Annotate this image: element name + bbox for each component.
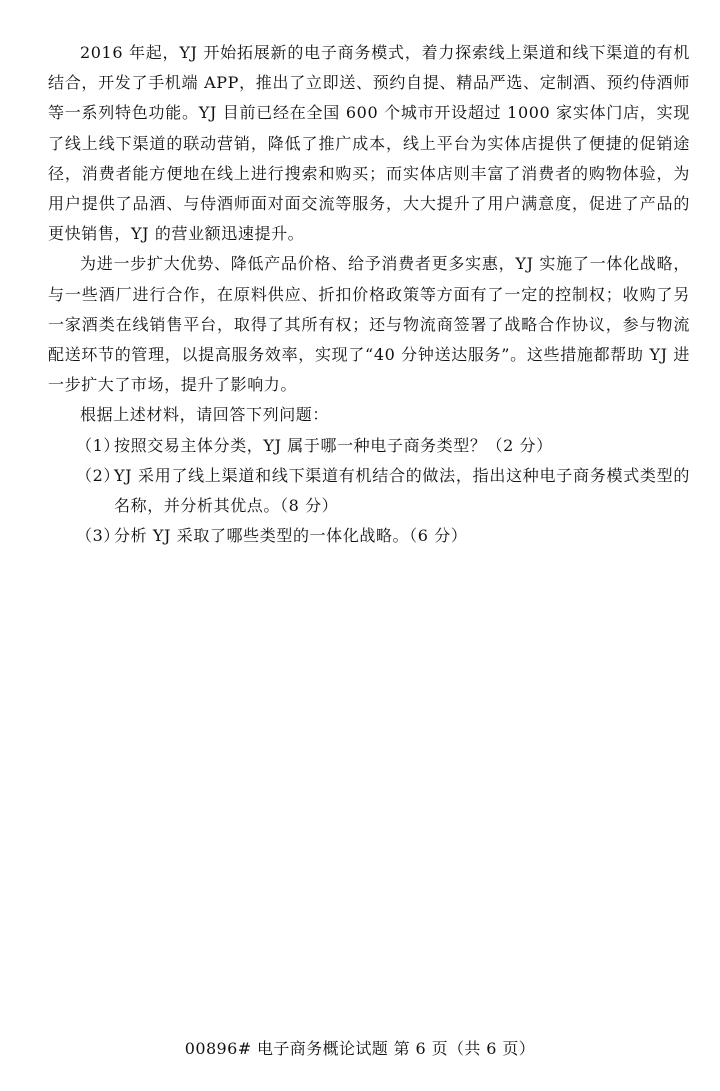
case-paragraph-1: 2016 年起，YJ 开始拓展新的电子商务模式，着力探索线上渠道和线下渠道的有机结合，开发了手机端 APP，推出了立即送、预约自提、精品严选、定制酒、预约侍酒师等一系列特色功能。YJ 目前已经在全国 600 个城市开设超过 1000 家实体门店，实现了线上线下渠道的联动营销，降低了推广成本，线上平台为实体店提供了便捷的促销途径，消费者能方便地在线上进行搜索和购买；而实体店则丰富了消费者的购物体验，为用户提供了品酒、与侍酒师面对面交流等服务，大大提升了用户满意度，促进了产品的更快销售，YJ 的营业额迅速提升。 xyxy=(48,43,690,244)
question-1-text: 按照交易主体分类，YJ 属于哪一种电子商务类型？（2 分） xyxy=(114,435,553,455)
question-prompt: 根据上述材料，请回答下列问题： xyxy=(80,405,330,425)
case-paragraph-2: 为进一步扩大优势、降低产品价格、给予消费者更多实惠，YJ 实施了一体化战略，与一些酒厂进行合作，在原料供应、折扣价格政策等方面有了一定的控制权；收购了另一家酒类在线销售平台，取得了其所有权；还与物流商签署了战略合作协议，参与物流配送环节的管理，以提高服务效率，实现了“40 分钟送达服务”。这些措施都帮助 YJ 进一步扩大了市场，提升了影响力。 xyxy=(48,254,690,395)
page-footer: 00896# 电子商务概论试题 第 6 页（共 6 页） xyxy=(184,1039,536,1058)
question-2-text: YJ 采用了线上渠道和线下渠道有机结合的做法，指出这种电子商务模式类型的名称，并分析其优点。（8 分） xyxy=(114,465,690,516)
question-1-number: （1） xyxy=(76,435,120,455)
question-2-number: （2） xyxy=(76,465,120,485)
question-3 xyxy=(48,521,690,551)
question-2 xyxy=(48,461,690,521)
question-3-text: 分析 YJ 采取了哪些类型的一体化战略。（6 分） xyxy=(114,526,468,546)
question-3-number: （3） xyxy=(76,526,120,546)
question-1 xyxy=(48,431,690,461)
page-content xyxy=(48,38,690,551)
